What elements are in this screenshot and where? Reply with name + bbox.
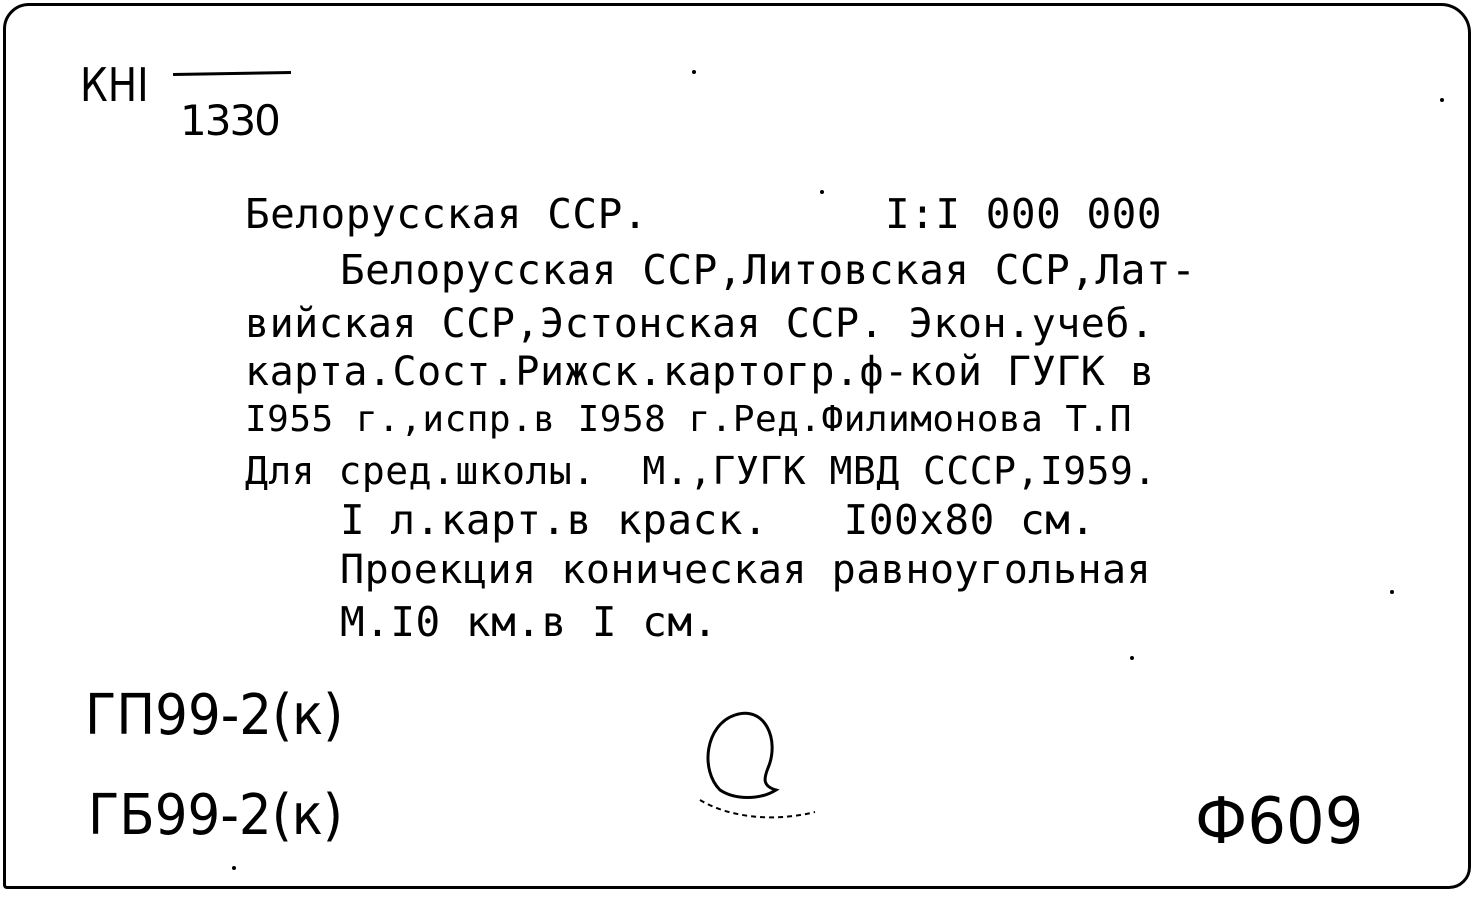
call-number-prefix: КНI [80, 58, 149, 112]
inventory-number: Ф609 [1195, 785, 1364, 859]
description-line: I л.карт.в краск. I00x80 см. [340, 496, 1096, 544]
description-line: М.I0 км.в I см. [340, 598, 718, 646]
map-scale: I:I 000 000 [885, 190, 1163, 238]
map-title: Белорусская ССР. [245, 190, 648, 238]
description-line: Белорусская ССР,Литовская ССР,Лат- [340, 246, 1197, 294]
signature-mark [680, 700, 830, 840]
scan-speck [692, 70, 696, 74]
scan-speck [1440, 98, 1444, 102]
shelf-mark: ГБ99-2(к) [88, 783, 344, 848]
description-line: I955 г.,испр.в I958 г.Ред.Филимонова Т.П [245, 399, 1132, 440]
description-line: карта.Сост.Рижск.картогр.ф-кой ГУГК в [245, 349, 1155, 395]
scan-speck [232, 866, 236, 870]
description-line: вийская ССР,Эстонская ССР. Экон.учеб. [245, 301, 1155, 347]
description-line: Для сред.школы. М.,ГУГК МВД СССР,I959. [245, 449, 1157, 493]
description-line: Проекция коническая равноугольная [340, 547, 1152, 593]
shelf-mark: ГП99-2(к) [85, 683, 344, 748]
scan-speck [820, 190, 824, 194]
call-number: 1330 [180, 96, 279, 145]
scan-speck [1130, 656, 1134, 660]
scan-speck [1390, 590, 1394, 594]
